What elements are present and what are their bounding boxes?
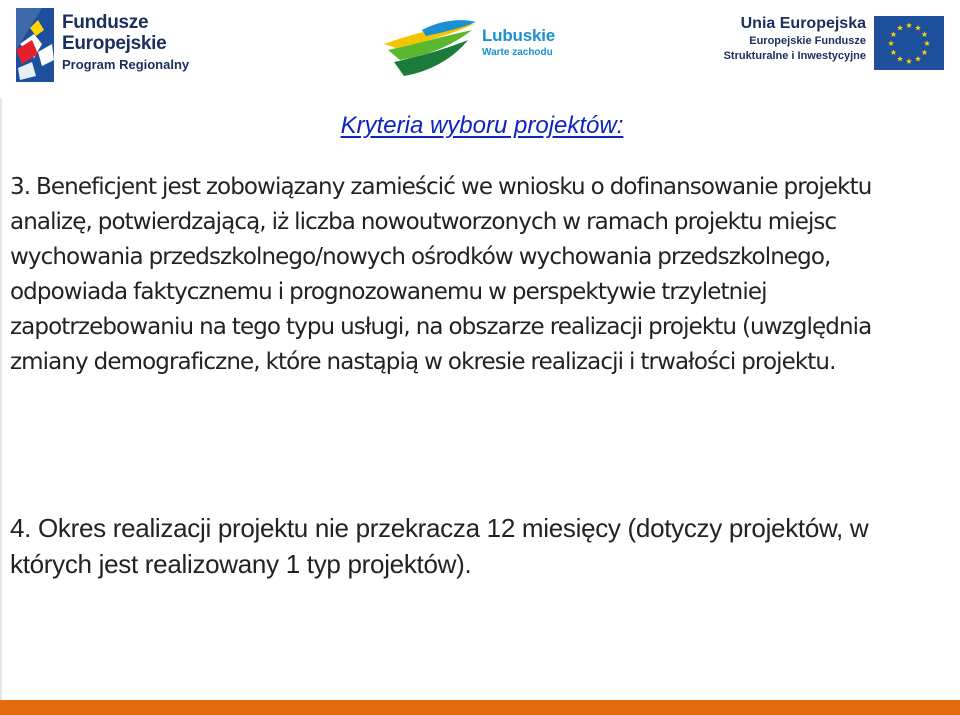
eu-flag-icon (874, 16, 944, 70)
slide-title-text: Kryteria wyboru projektów: (340, 112, 624, 139)
fundusze-europejskie-text (62, 12, 189, 74)
fe-logo-line2: Europejskie (62, 33, 167, 54)
bottom-accent-bar (0, 700, 960, 715)
unia-europejska-text (724, 14, 866, 64)
eu-logo-line1: Unia Europejska (740, 15, 866, 32)
svg-text:★: ★ (889, 30, 898, 39)
eu-logo-line3: Strukturalne i Inwestycyjne (723, 50, 866, 62)
lubuskie-name: Lubuskie (482, 26, 556, 45)
header-logos (0, 0, 960, 98)
unia-europejska-logo (723, 14, 944, 76)
svg-text:★: ★ (920, 30, 929, 39)
svg-text:★: ★ (905, 57, 913, 66)
lubuskie-tagline: Warte zachodu (482, 47, 553, 58)
lubuskie-swoosh-icon (382, 20, 478, 80)
fundusze-europejskie-logo (12, 6, 202, 86)
slide-title (0, 112, 960, 140)
svg-text:★: ★ (905, 21, 913, 30)
svg-text:★: ★ (896, 23, 904, 33)
fundusze-europejskie-emblem-icon (12, 6, 60, 84)
svg-text:★: ★ (923, 39, 931, 48)
svg-text:★: ★ (914, 54, 922, 64)
lubuskie-logo (382, 14, 562, 84)
eu-logo-line2: Europejskie Fundusze (749, 35, 866, 47)
fe-logo-line3: Program Regionalny (62, 57, 190, 72)
criterion-3-text: 3. Beneficjent jest zobowiązany zamieścić we wniosku o dofinansowanie projektu analizę, potwierdzającą, iż liczba nowoutworzonych w ramach projektu miejsc wychowania przedszkolnego/nowych ośrodków wychowania przedszkolnego, odpowiada faktycznemu i prognozowanemu w perspektywie trzyletniej zapotrzebowaniu na tego typu usługi, na obszarze realizacji projektu (uwzględnia zmiany demograficzne, które nastąpią w okresie realizacji i trwałości projektu. (10, 174, 872, 375)
criterion-4-text: 4. Okres realizacji projektu nie przekracza 12 miesięcy (dotyczy projektów, w których jest realizowany 1 typ projektów). (10, 513, 869, 579)
fe-logo-line1: Fundusze (62, 12, 149, 33)
svg-text:★: ★ (889, 48, 898, 57)
svg-text:★: ★ (887, 39, 895, 48)
left-edge-line (0, 98, 2, 700)
svg-text:★: ★ (896, 54, 904, 64)
svg-text:★: ★ (920, 48, 929, 57)
svg-text:★: ★ (914, 23, 922, 33)
